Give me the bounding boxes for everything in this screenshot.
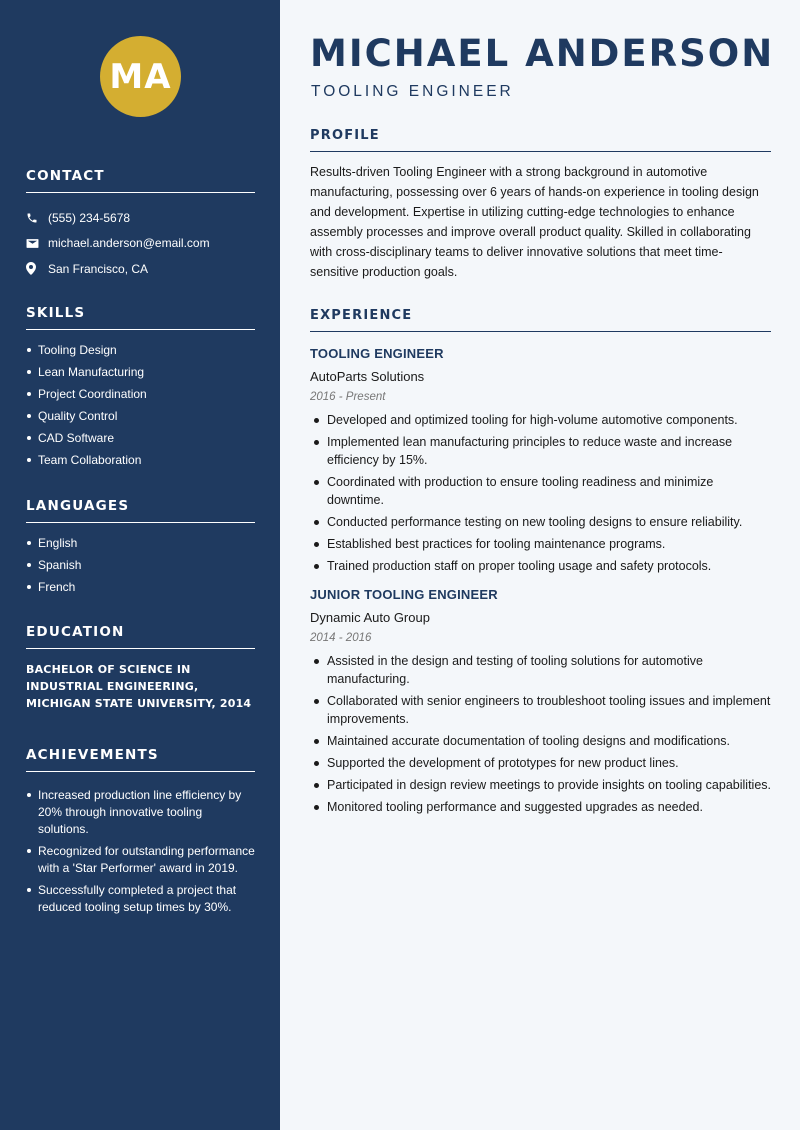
contact-phone [26, 205, 255, 231]
achievements-list [26, 787, 255, 916]
experience-section [310, 308, 771, 820]
job-bullets [310, 652, 771, 816]
profile-text: Results-driven Tooling Engineer with a strong background in automotive manufacturing, possessing over 6 years of hands-on experience in tooling design and development. Expertise in utilizing cutting-edge technologies to enhance assembly processes and improve overall product quality. Skilled in collaborating with cross-disciplinary teams to deliver innovative solutions that meet time-sensitive production goals. [310, 165, 759, 279]
skill-item: Team Collaboration [26, 452, 255, 468]
job-company: Dynamic Auto Group [310, 610, 430, 625]
location-pin-icon [26, 262, 48, 275]
skills-heading: SKILLS [26, 305, 255, 330]
languages-section [26, 498, 255, 601]
contact-email-text: michael.anderson@email.com [48, 236, 210, 251]
achievements-heading: ACHIEVEMENTS [26, 747, 255, 772]
job-entry [310, 346, 771, 575]
avatar-initials: MA [109, 56, 172, 97]
contact-location [26, 256, 255, 282]
job-title: TOOLING ENGINEER [310, 346, 444, 361]
skills-list [26, 342, 255, 468]
contact-section [26, 168, 255, 282]
achievement-item: Increased production line efficiency by 20% through innovative tooling solutions. [26, 787, 255, 838]
achievement-item: Recognized for outstanding performance with a 'Star Performer' award in 2019. [26, 843, 255, 877]
skill-item: Project Coordination [26, 386, 255, 402]
phone-icon [26, 212, 48, 224]
candidate-name: MICHAEL ANDERSON [310, 32, 775, 75]
education-degree: BACHELOR OF SCIENCE IN INDUSTRIAL ENGINEERING, MICHIGAN STATE UNIVERSITY, 2014 [26, 663, 252, 710]
job-title: JUNIOR TOOLING ENGINEER [310, 587, 498, 602]
education-heading: EDUCATION [26, 624, 255, 649]
languages-list [26, 535, 255, 595]
job-bullet: Conducted performance testing on new tooling designs to ensure reliability. [310, 513, 771, 531]
job-dates: 2014 - 2016 [310, 632, 372, 644]
experience-heading: EXPERIENCE [310, 308, 771, 332]
job-bullet: Supported the development of prototypes for new product lines. [310, 754, 771, 772]
job-bullet: Established best practices for tooling maintenance programs. [310, 535, 771, 553]
job-bullet: Trained production staff on proper tooling usage and safety protocols. [310, 557, 771, 575]
job-bullets [310, 411, 771, 575]
job-entry [310, 587, 771, 816]
achievement-item: Successfully completed a project that reduced tooling setup times by 30%. [26, 882, 255, 916]
job-bullet: Monitored tooling performance and suggested upgrades as needed. [310, 798, 771, 816]
language-item: French [26, 579, 255, 595]
contact-email [26, 231, 255, 257]
languages-heading: LANGUAGES [26, 498, 255, 523]
skill-item: Quality Control [26, 408, 255, 424]
sidebar [0, 0, 280, 1130]
achievements-section [26, 747, 255, 921]
job-bullet: Assisted in the design and testing of tooling solutions for automotive manufacturing. [310, 652, 771, 688]
job-bullet: Maintained accurate documentation of tooling designs and modifications. [310, 732, 771, 750]
job-company: AutoParts Solutions [310, 369, 425, 384]
profile-section [310, 128, 771, 282]
skill-item: Tooling Design [26, 342, 255, 358]
job-bullet: Implemented lean manufacturing principles to reduce waste and increase efficiency by 15%. [310, 433, 771, 469]
email-icon [26, 238, 48, 249]
job-bullet: Collaborated with senior engineers to troubleshoot tooling issues and implement improvements. [310, 692, 771, 728]
job-bullet: Coordinated with production to ensure tooling readiness and minimize downtime. [310, 473, 771, 509]
education-section [26, 624, 255, 712]
language-item: English [26, 535, 255, 551]
language-item: Spanish [26, 557, 255, 573]
avatar [100, 36, 181, 117]
contact-phone-text: (555) 234-5678 [48, 210, 131, 225]
profile-heading: PROFILE [310, 128, 771, 152]
skills-section [26, 305, 255, 474]
contact-location-text: San Francisco, CA [48, 261, 149, 276]
job-bullet: Participated in design review meetings to provide insights on tooling capabilities. [310, 776, 771, 794]
skill-item: CAD Software [26, 430, 255, 446]
job-bullet: Developed and optimized tooling for high-volume automotive components. [310, 411, 771, 429]
contact-heading: CONTACT [26, 168, 255, 193]
skill-item: Lean Manufacturing [26, 364, 255, 380]
job-dates: 2016 - Present [310, 391, 386, 403]
candidate-title: TOOLING ENGINEER [311, 83, 514, 100]
